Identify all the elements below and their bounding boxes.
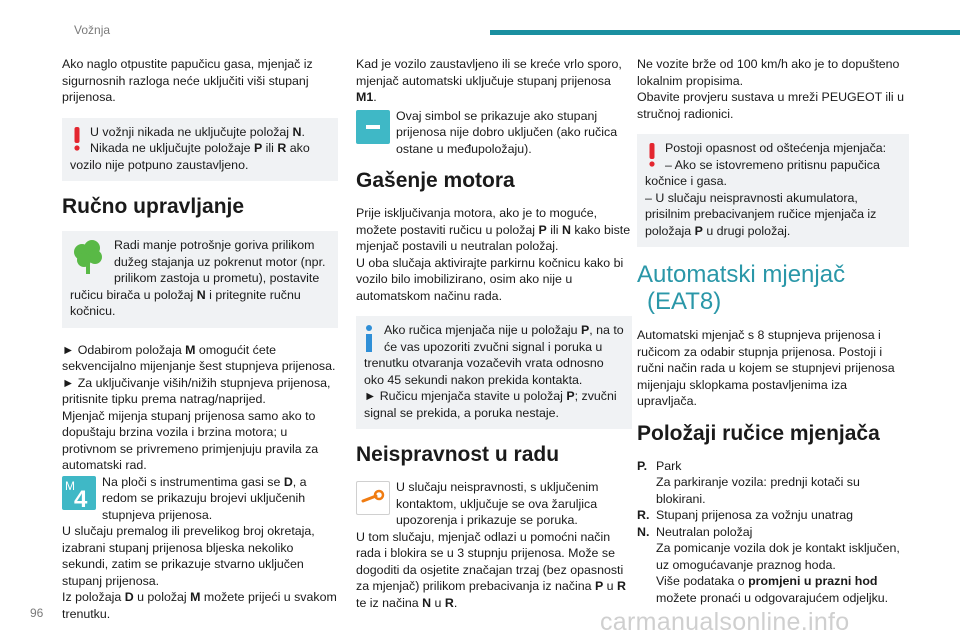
paragraph: ► Odabirom položaja M omogućit ćete sekvencijalno mijenjanje šest stupnjeva prijenosa.	[62, 342, 336, 373]
eco-leaf-icon	[70, 239, 108, 275]
eco-note: Radi manje potrošnje goriva prilikom dužeg stajanja uz pokrenut motor (npr. prilikom zastoja u prometu), postavite ručicu birača u položaj N i pritegnite ručnu kočnicu.	[62, 231, 338, 328]
intro-paragraph: Ako naglo otpustite papučicu gasa, mjenjač iz sigurnosnih razloga neće uključiti viši stupanj prijenosa.	[62, 57, 313, 104]
cross-reference: Više podataka o promjeni u prazni hod možete pronaći u odgovarajućem odjeljku.	[656, 574, 889, 605]
cross-reference-link[interactable]: promjeni u prazni hod	[748, 574, 878, 588]
gear-indicator-note: M 4 Na ploči s instrumentima gasi se D, a redom se prikazuju brojevi uključenih stupnjeva prijenosa.	[62, 474, 338, 524]
warning-icon	[70, 126, 84, 156]
column-1	[62, 56, 338, 622]
info-note: Ako ručica mjenjača nije u položaju P, na to će vas upozoriti zvučni signal i poruka u trenutku otvaranja vozačevih vrata odnosno oko 45 sekundi nakon prekida kontakta. ► Ručicu mjenjača stavite u položaj P; zvučni signal se prekida, a poruka nestaje.	[356, 316, 632, 429]
warning-icon	[645, 142, 659, 172]
info-icon	[364, 324, 378, 354]
paragraph: U slučaju premalog ili prevelikog broj okretaja, izabrani stupanj prijenosa bljeska nekoliko sekundi, zatim se prikazuje stvarno uključen stupanj prijenosa.	[62, 524, 315, 588]
svg-text:M: M	[65, 478, 75, 493]
section-heading-eat8: Automatski mjenjač (EAT8)	[637, 261, 846, 315]
fault-note: U slučaju neispravnosti, s uključenim kontaktom, uključuje se ova žaruljica upozorenja i prikazuje se poruka. U tom slučaju, mjenjač odlazi u pomoćni način rada i blokira se u 3 stupnju prijenosa. Može se dogoditi da osjetite značajan trzaj (bez opasnosti za mjenjač) prilikom prebacivanja iz načina P u R te iz načina N u R.	[356, 480, 626, 610]
symbol-note: Ovaj simbol se prikazuje ako stupanj prijenosa nije dobro uključen (ako ručica ostane u međupoložaju).	[356, 108, 632, 158]
wrench-warning-icon	[356, 481, 390, 515]
section-heading-selector-positions: Položaji ručice mjenjača	[637, 421, 880, 445]
section-heading-manual: Ručno upravljanje	[62, 195, 245, 218]
paragraph: Obavite provjeru sustava u mreži PEUGEOT ili u stručnoj radionici.	[637, 90, 904, 121]
svg-text:4: 4	[74, 485, 88, 510]
page-number: 96	[30, 606, 44, 620]
header-accent-bar	[490, 30, 960, 35]
list-item: R. Stupanj prijenosa za vožnju unatrag	[637, 508, 854, 522]
paragraph: U oba slučaja aktivirajte parkirnu kočnicu kako bi vozilo bilo imobilizirano, osim ako nije u automatskom načinu rada.	[356, 255, 624, 303]
paragraph: Ne vozite brže od 100 km/h ako je to dopušteno lokalnim propisima.	[637, 57, 900, 88]
list-item: P. Park Za parkiranje vozila: prednji kotači su blokirani.	[637, 458, 860, 506]
paragraph: Prije isključivanja motora, ako je to moguće, možete postaviti ručicu u položaj P ili N kako biste mjenjač postavili u neutralan položaj.	[356, 206, 631, 253]
column-3	[637, 56, 909, 606]
paragraph: Kad je vozilo zaustavljeno ili se kreće vrlo sporo, mjenjač automatski uključuje stupanj prijenosa M1.	[356, 57, 622, 104]
section-heading-engine-off: Gašenje motora	[356, 169, 515, 192]
watermark: carmanualsonline.info	[600, 608, 850, 636]
paragraph: ► Za uključivanje viših/nižih stupnjeva prijenosa, pritisnite tipku prema natrag/naprijed.	[62, 375, 331, 406]
warning-note: Postoji opasnost od oštećenja mjenjača: – Ako se istovremeno pritisnu papučica kočnice i gasa. – U slučaju neispravnosti akumulatora, prisilnim prebacivanjem ručice mjenjača iz položaja P u drugi položaj.	[637, 134, 909, 247]
gear-4-indicator-icon	[62, 476, 96, 510]
paragraph: Mjenjač mijenja stupanj prijenosa samo ako to dopuštaju brzina vozila i brzina motora; u protivnom se privremeno primjenjuju pravila za automatski rad.	[62, 408, 319, 472]
warning-note: U vožnji nikada ne uključujte položaj N. Nikada ne uključujte položaje P ili R ako vozilo nije potpuno zaustavljeno.	[62, 118, 338, 182]
list-item: N. Neutralan položaj Za pomicanje vozila dok je kontakt isključen, uz omogućavanje praznog hoda. Više podataka o promjeni u prazni hod možete pronaći u odgovarajućem odjeljku.	[637, 524, 909, 607]
column-2	[356, 56, 632, 611]
gear-not-engaged-icon	[356, 110, 390, 144]
paragraph: Automatski mjenjač s 8 stupnjeva prijenosa i ručicom za odabir stupnja prijenosa. Postoji i ručni način rada u kojem se stupnjevi prijenosa mijenjaju sklopkama postavljenima iza upravljača.	[637, 328, 895, 408]
section-label: Vožnja	[74, 23, 111, 37]
section-heading-malfunction: Neispravnost u radu	[356, 443, 560, 466]
paragraph: Iz položaja D u položaj M možete prijeći u svakom trenutku.	[62, 590, 337, 621]
